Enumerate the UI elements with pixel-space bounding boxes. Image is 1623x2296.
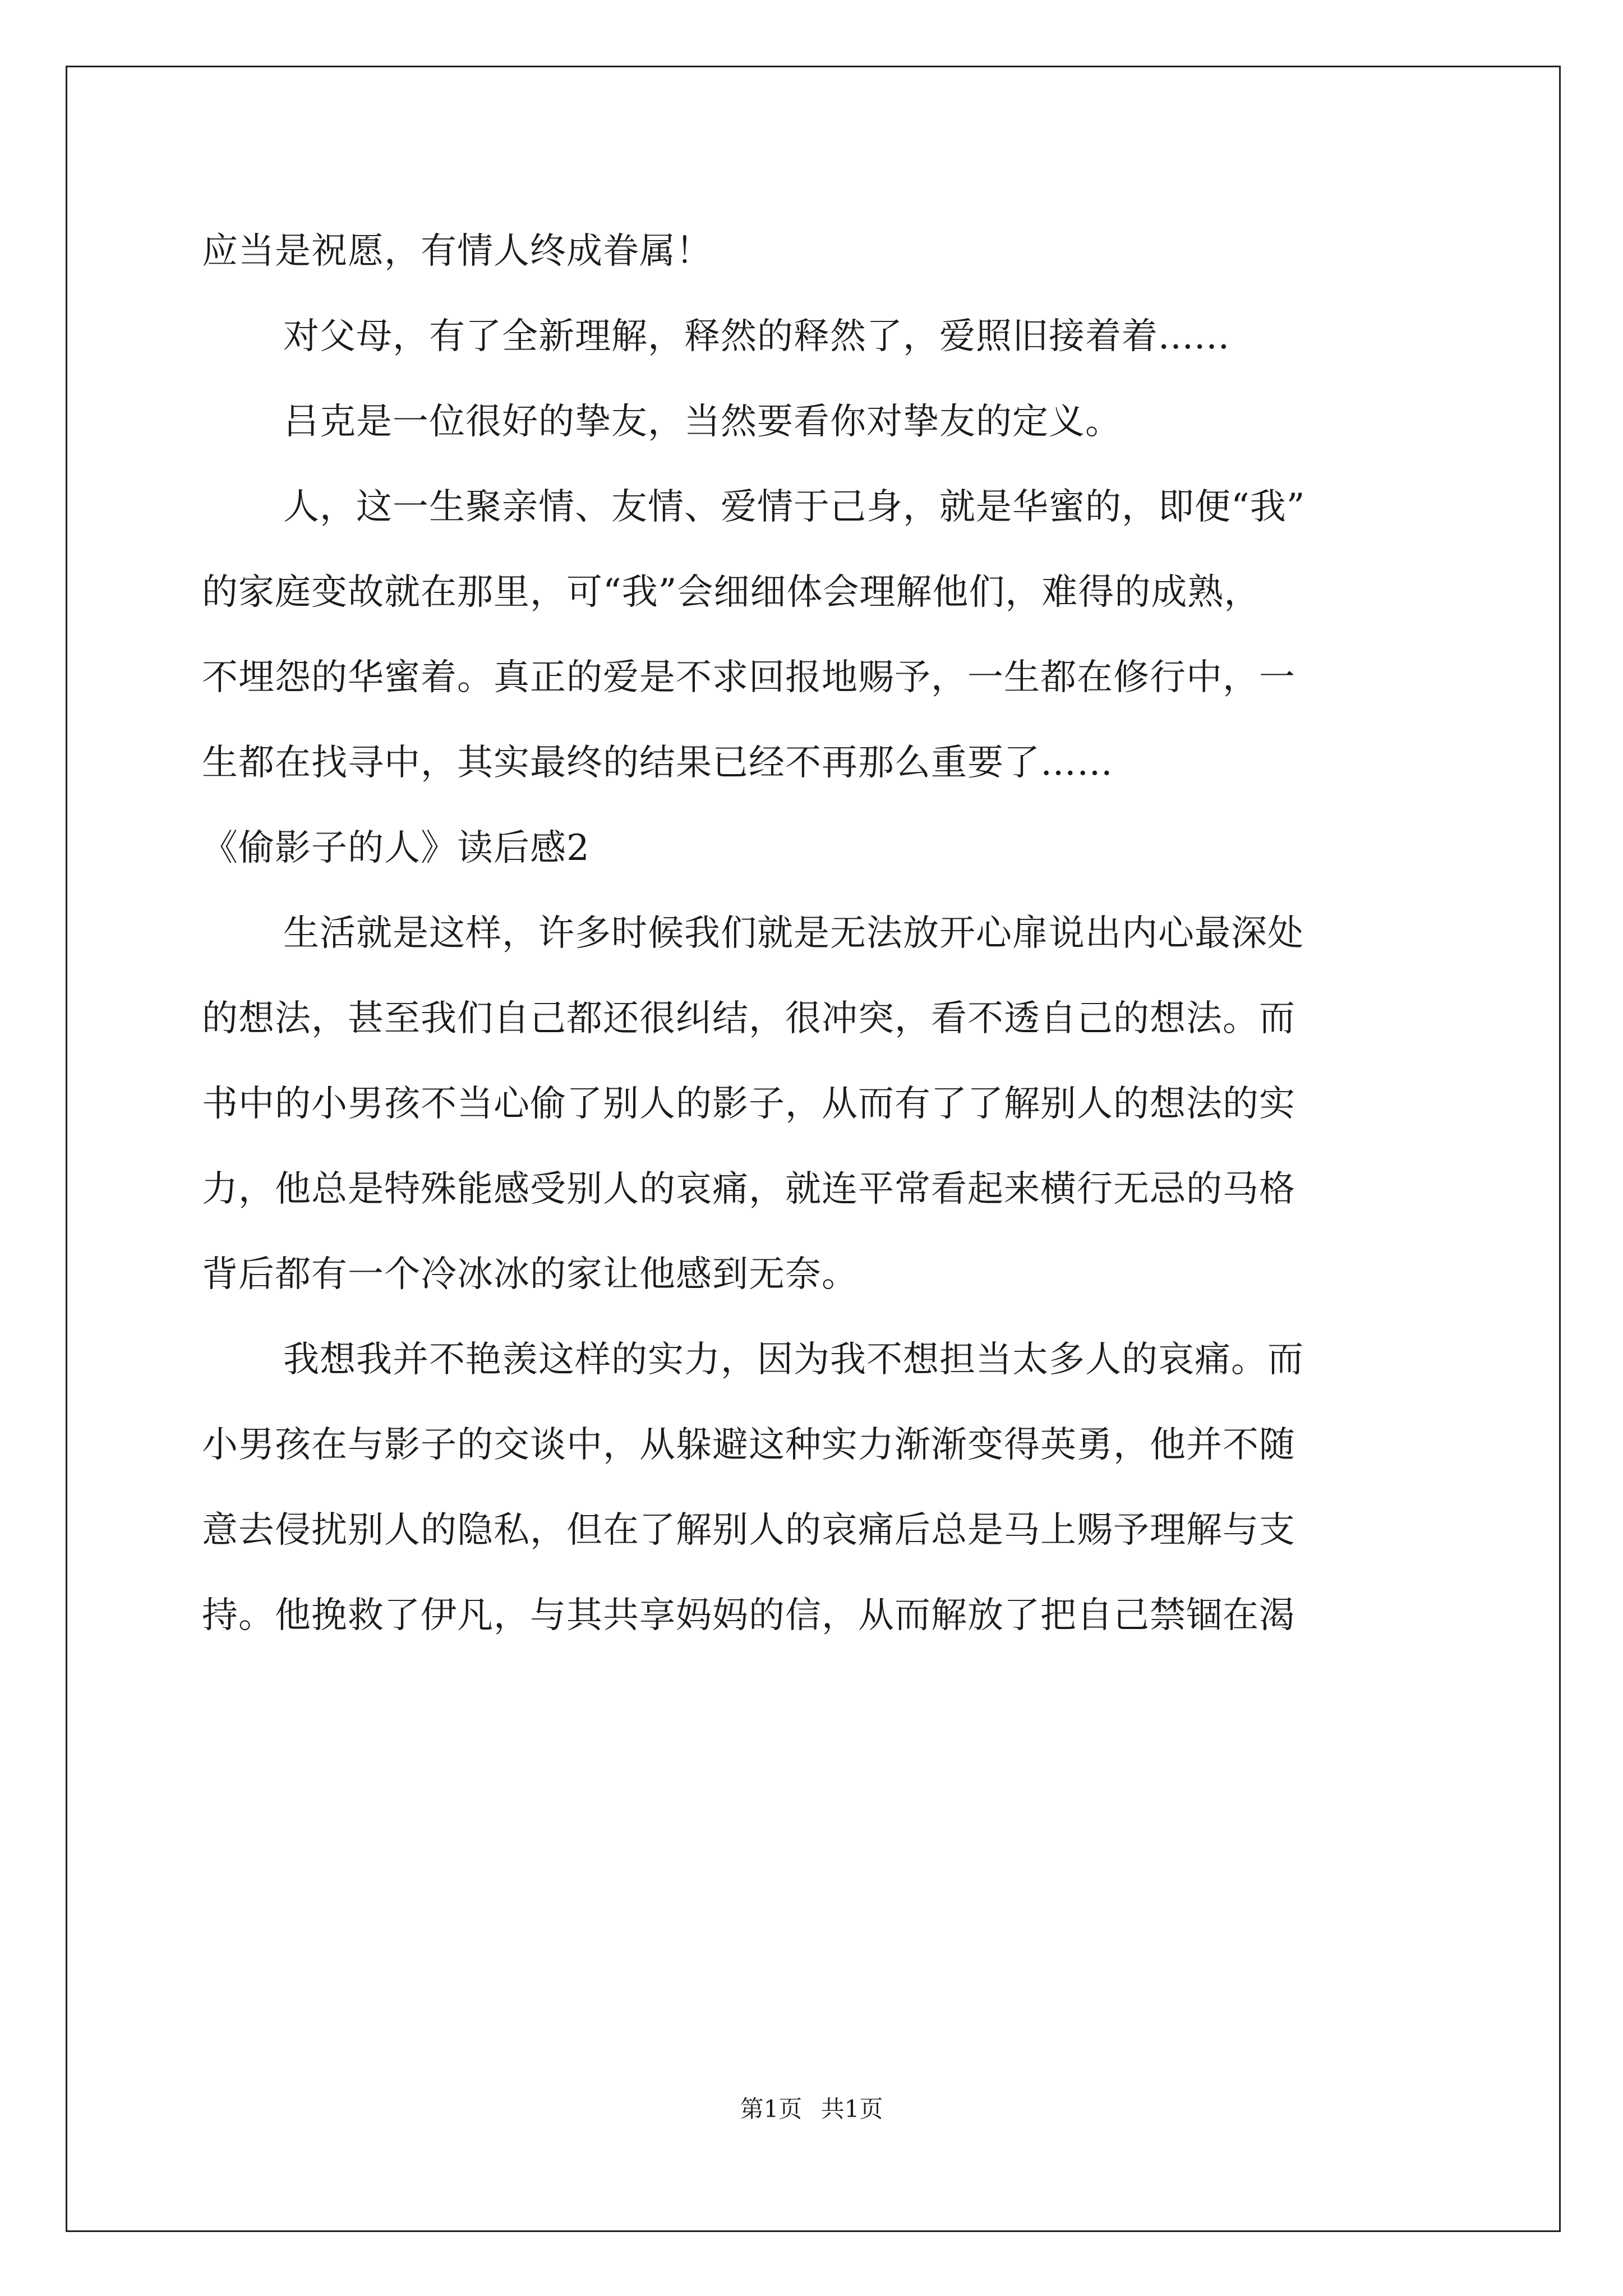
text-line: 生活就是这样，许多时候我们就是无法放开心扉说出内心最深处 [283,913,1304,954]
text-line: 不埋怨的华蜜着。真正的爱是不求回报地赐予，一生都在修行中，一 [202,657,1295,698]
text-line: 对父母，有了全新理解，释然的释然了，爱照旧接着着...... [283,316,1230,357]
page-footer [0,2092,1623,2126]
text-line: 小男孩在与影子的交谈中，从躲避这种实力渐渐变得英勇，他并不随 [202,1424,1295,1466]
text-line: 应当是祝愿，有情人终成眷属！ [202,231,712,272]
section-heading: 《偷影子的人》读后感2 [202,827,590,869]
page-number-total: 共1页 [820,2095,883,2123]
text-line: 的想法，甚至我们自己都还很纠结，很冲突，看不透自己的想法。而 [202,998,1295,1039]
text-line: 意去侵扰别人的隐私，但在了解别人的哀痛后总是马上赐予理解与支 [202,1510,1295,1551]
text-line: 吕克是一位很好的挚友，当然要看你对挚友的定义。 [283,401,1122,443]
text-line: 人，这一生聚亲情、友情、爱情于己身，就是华蜜的，即便“我” [283,486,1306,528]
text-line: 持。他挽救了伊凡，与其共享妈妈的信，从而解放了把自己禁锢在渴 [202,1595,1295,1636]
text-line: 力，他总是特殊能感受别人的哀痛，就连平常看起来横行无忌的马格 [202,1168,1295,1210]
text-line: 背后都有一个冷冰冰的家让他感到无奈。 [202,1254,858,1295]
text-line: 的家庭变故就在那里，可“我”会细细体会理解他们，难得的成熟， [202,572,1261,613]
text-line: 生都在找寻中，其实最终的结果已经不再那么重要了…… [202,742,1113,784]
page-number-current: 第1页 [740,2095,803,2123]
document-body [202,209,1441,1658]
text-line: 我想我并不艳羡这样的实力，因为我不想担当太多人的哀痛。而 [283,1339,1304,1381]
text-line: 书中的小男孩不当心偷了别人的影子，从而有了了解别人的想法的实 [202,1083,1295,1125]
